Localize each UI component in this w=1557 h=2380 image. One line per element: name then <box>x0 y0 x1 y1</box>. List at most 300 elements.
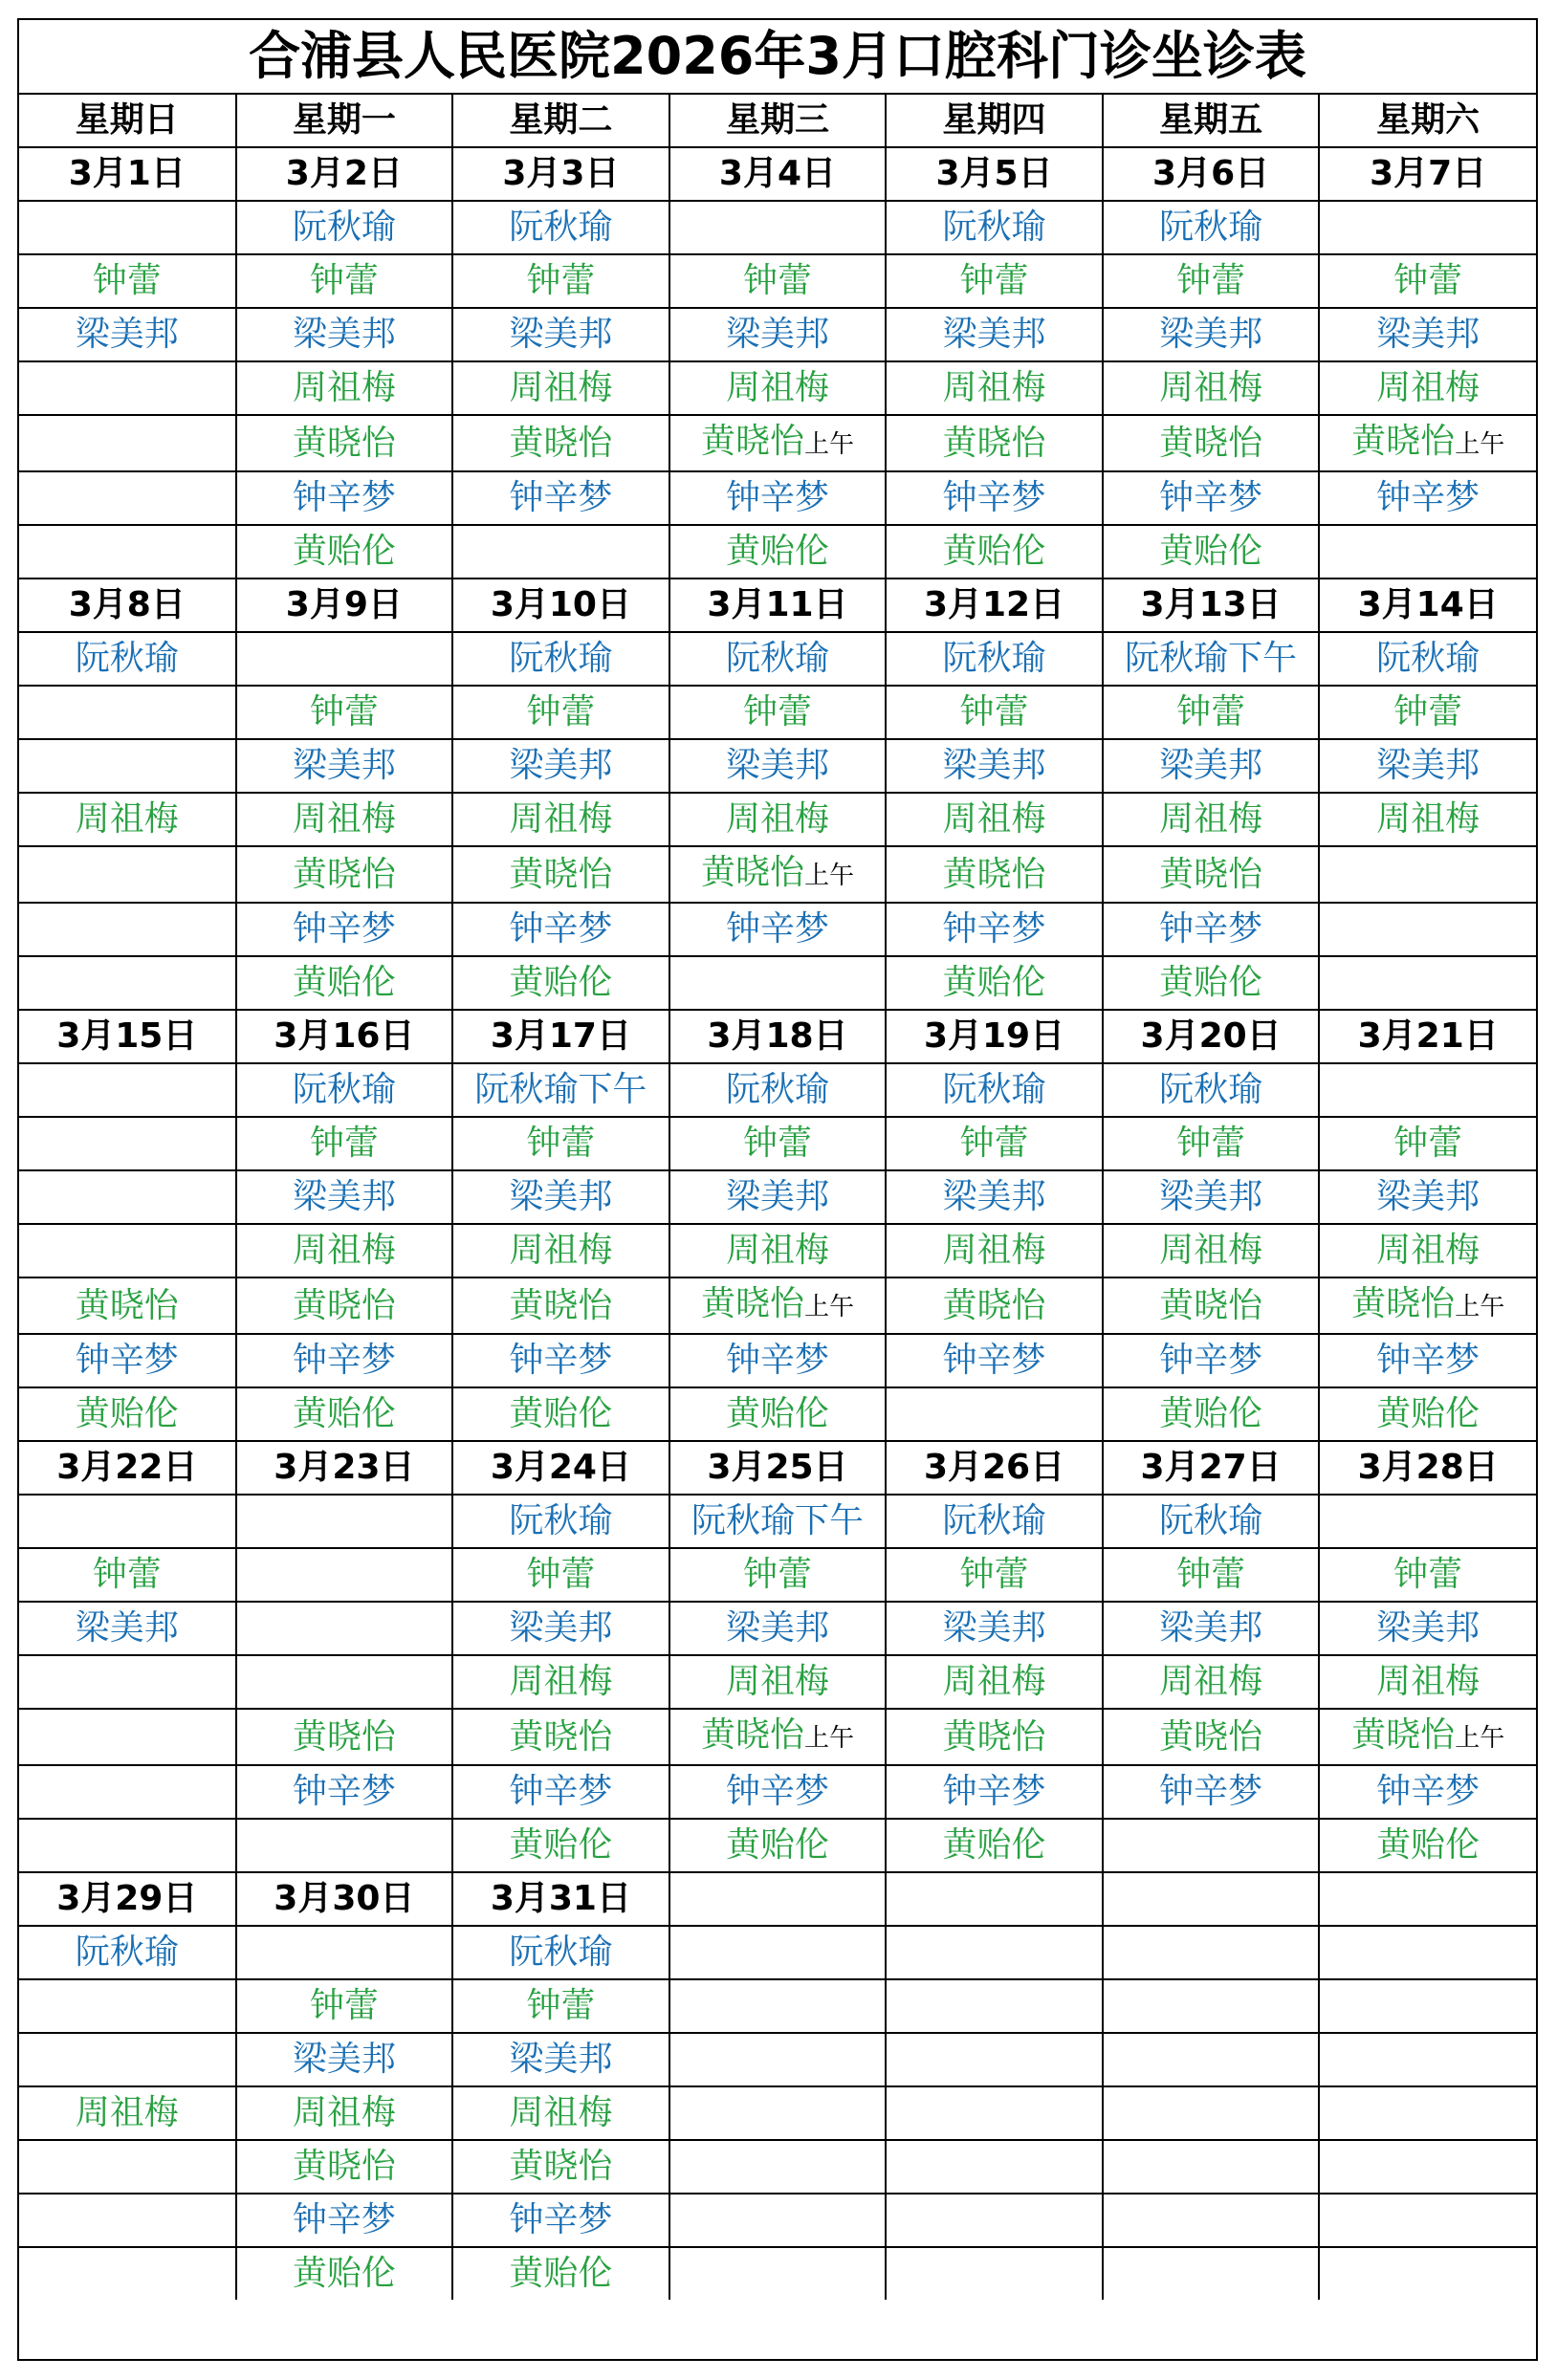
doctor-cell <box>669 415 887 471</box>
doctor-name: 钟蕾 <box>959 261 1029 300</box>
doctor-name: 周祖梅 <box>942 1662 1046 1701</box>
doctor-name: 黄贻伦 <box>1159 532 1263 571</box>
doctor-row <box>19 1979 1536 2033</box>
doctor-cell <box>669 361 887 415</box>
doctor-cell <box>236 1765 453 1819</box>
doctor-cell <box>669 2086 887 2140</box>
doctor-name: 黄贻伦 <box>942 1825 1046 1865</box>
doctor-cell <box>1103 1334 1320 1387</box>
doctor-name: 梁美邦 <box>292 2040 396 2079</box>
doctor-row <box>19 2033 1536 2086</box>
doctor-cell <box>236 1334 453 1387</box>
doctor-cell <box>452 254 669 308</box>
doctor-name: 周祖梅 <box>75 2093 179 2132</box>
date-cell: 3月30日 <box>236 1872 453 1926</box>
doctor-name: 黄晓怡 <box>292 1716 396 1757</box>
date-cell: 3月20日 <box>1103 1010 1320 1063</box>
doctor-name: 钟辛梦 <box>1159 1341 1263 1380</box>
doctor-row <box>19 2194 1536 2247</box>
doctor-name: 周祖梅 <box>1159 368 1263 407</box>
doctor-cell <box>452 1819 669 1872</box>
doctor-cell <box>1103 903 1320 956</box>
doctor-cell <box>1103 201 1320 254</box>
doctor-cell <box>452 2033 669 2086</box>
doctor-name: 阮秋瑜 <box>509 207 613 247</box>
doctor-row <box>19 739 1536 793</box>
schedule-sheet <box>17 18 1538 2361</box>
doctor-cell <box>236 686 453 739</box>
doctor-cell <box>452 1602 669 1655</box>
doctor-cell <box>886 1602 1103 1655</box>
doctor-cell <box>1103 361 1320 415</box>
doctor-name: 周祖梅 <box>1376 799 1480 839</box>
doctor-cell <box>669 739 887 793</box>
doctor-cell <box>1103 1170 1320 1224</box>
doctor-row <box>19 201 1536 254</box>
session-note: 上午 <box>1455 430 1505 459</box>
doctor-row <box>19 956 1536 1010</box>
doctor-cell <box>452 1170 669 1224</box>
date-row <box>19 1872 1536 1926</box>
doctor-cell <box>669 846 887 903</box>
doctor-name: 周祖梅 <box>509 1662 613 1701</box>
doctor-row <box>19 471 1536 525</box>
doctor-name: 周祖梅 <box>509 1231 613 1270</box>
doctor-cell <box>1319 1277 1536 1334</box>
date-cell: 3月21日 <box>1319 1010 1536 1063</box>
doctor-name: 阮秋瑜 <box>509 1501 613 1540</box>
doctor-row <box>19 793 1536 846</box>
doctor-cell <box>236 956 453 1010</box>
doctor-row <box>19 415 1536 471</box>
doctor-cell <box>236 1495 453 1548</box>
session-note: 上午 <box>803 1293 854 1321</box>
doctor-cell <box>1319 1979 1536 2033</box>
doctor-cell <box>669 2194 887 2247</box>
doctor-name: 钟辛梦 <box>509 2200 613 2239</box>
doctor-cell <box>236 1170 453 1224</box>
doctor-cell <box>1319 471 1536 525</box>
doctor-name: 钟蕾 <box>92 1555 162 1594</box>
doctor-cell <box>886 201 1103 254</box>
doctor-name: 黄贻伦 <box>509 2254 613 2293</box>
doctor-name: 黄晓怡 <box>942 423 1046 463</box>
doctor-cell <box>19 2086 236 2140</box>
doctor-cell <box>452 471 669 525</box>
doctor-cell <box>886 2194 1103 2247</box>
doctor-cell <box>1319 2247 1536 2300</box>
doctor-name: 梁美邦 <box>725 315 829 354</box>
doctor-cell <box>452 739 669 793</box>
doctor-name: 钟蕾 <box>959 1555 1029 1594</box>
doctor-cell <box>886 2247 1103 2300</box>
doctor-cell <box>1103 1819 1320 1872</box>
date-cell: 3月8日 <box>19 579 236 632</box>
doctor-name: 阮秋瑜 <box>75 639 179 678</box>
doctor-cell <box>1103 525 1320 579</box>
doctor-cell <box>19 525 236 579</box>
doctor-cell <box>669 2140 887 2194</box>
doctor-name: 阮秋瑜 <box>942 639 1046 678</box>
doctor-name: 黄晓怡 <box>942 1285 1046 1325</box>
doctor-cell <box>1319 903 1536 956</box>
doctor-cell <box>669 632 887 686</box>
date-cell: 3月3日 <box>452 147 669 201</box>
doctor-cell <box>669 1655 887 1709</box>
doctor-name: 黄晓怡 <box>1351 422 1456 461</box>
doctor-name: 黄贻伦 <box>509 1825 613 1865</box>
doctor-cell <box>886 1819 1103 1872</box>
date-cell: 3月26日 <box>886 1441 1103 1495</box>
doctor-name: 梁美邦 <box>725 1177 829 1216</box>
session-note: 上午 <box>803 430 854 459</box>
doctor-name: 梁美邦 <box>1376 1608 1480 1648</box>
doctor-cell <box>19 1655 236 1709</box>
doctor-cell <box>669 201 887 254</box>
doctor-cell <box>19 361 236 415</box>
doctor-cell <box>19 1334 236 1387</box>
doctor-name: 钟辛梦 <box>942 478 1046 517</box>
doctor-name: 黄贻伦 <box>292 2254 396 2293</box>
doctor-name: 黄晓怡 <box>1159 854 1263 894</box>
doctor-row <box>19 1548 1536 1602</box>
doctor-name: 周祖梅 <box>75 799 179 839</box>
date-cell: 3月17日 <box>452 1010 669 1063</box>
doctor-name: 黄贻伦 <box>509 1394 613 1433</box>
doctor-cell <box>886 739 1103 793</box>
doctor-cell <box>1319 1387 1536 1441</box>
doctor-name: 梁美邦 <box>1159 315 1263 354</box>
doctor-name: 钟蕾 <box>1393 261 1463 300</box>
doctor-cell <box>19 1709 236 1765</box>
date-row <box>19 579 1536 632</box>
doctor-cell <box>236 2247 453 2300</box>
doctor-cell <box>236 201 453 254</box>
doctor-name: 黄贻伦 <box>292 1394 396 1433</box>
doctor-row <box>19 2247 1536 2300</box>
doctor-cell <box>886 471 1103 525</box>
doctor-cell <box>236 903 453 956</box>
doctor-cell <box>19 956 236 1010</box>
doctor-cell <box>236 471 453 525</box>
doctor-cell <box>452 1387 669 1441</box>
doctor-cell <box>452 846 669 903</box>
date-cell: 3月10日 <box>452 579 669 632</box>
doctor-cell <box>236 632 453 686</box>
doctor-name: 梁美邦 <box>292 315 396 354</box>
date-cell: 3月16日 <box>236 1010 453 1063</box>
doctor-cell <box>669 1170 887 1224</box>
doctor-cell <box>1319 2086 1536 2140</box>
doctor-cell <box>1319 2194 1536 2247</box>
doctor-name: 钟蕾 <box>309 1124 379 1163</box>
doctor-name: 钟辛梦 <box>292 1341 396 1380</box>
doctor-name: 黄晓怡 <box>1159 423 1263 463</box>
doctor-cell <box>19 1117 236 1170</box>
doctor-name: 黄晓怡 <box>942 1716 1046 1757</box>
date-cell: 3月14日 <box>1319 579 1536 632</box>
doctor-name: 梁美邦 <box>509 315 613 354</box>
doctor-cell <box>236 1655 453 1709</box>
doctor-cell <box>1103 846 1320 903</box>
doctor-name: 梁美邦 <box>942 746 1046 785</box>
doctor-name: 阮秋瑜 <box>1159 207 1263 247</box>
doctor-row <box>19 361 1536 415</box>
doctor-cell <box>1319 1224 1536 1277</box>
doctor-name: 周祖梅 <box>292 1231 396 1270</box>
doctor-name: 黄晓怡 <box>1159 1285 1263 1325</box>
doctor-row <box>19 1117 1536 1170</box>
doctor-cell <box>452 2086 669 2140</box>
doctor-cell <box>886 361 1103 415</box>
doctor-cell <box>1103 1224 1320 1277</box>
doctor-cell <box>19 1548 236 1602</box>
doctor-name: 钟蕾 <box>959 692 1029 731</box>
doctor-name: 钟蕾 <box>309 692 379 731</box>
doctor-cell <box>1103 471 1320 525</box>
doctor-name: 阮秋瑜下午 <box>474 1070 647 1109</box>
doctor-name: 梁美邦 <box>1376 746 1480 785</box>
doctor-name: 梁美邦 <box>942 315 1046 354</box>
doctor-cell <box>886 903 1103 956</box>
date-cell: 3月13日 <box>1103 579 1320 632</box>
doctor-name: 钟辛梦 <box>942 909 1046 949</box>
date-cell: 3月18日 <box>669 1010 887 1063</box>
doctor-name: 梁美邦 <box>75 315 179 354</box>
doctor-row <box>19 632 1536 686</box>
doctor-cell <box>886 846 1103 903</box>
doctor-cell <box>669 1819 887 1872</box>
doctor-cell <box>452 686 669 739</box>
doctor-row <box>19 2140 1536 2194</box>
doctor-name: 梁美邦 <box>942 1608 1046 1648</box>
doctor-name: 阮秋瑜 <box>75 1932 179 1972</box>
doctor-name: 阮秋瑜 <box>942 1501 1046 1540</box>
doctor-cell <box>1319 201 1536 254</box>
doctor-name: 阮秋瑜 <box>292 207 396 247</box>
doctor-row <box>19 1063 1536 1117</box>
doctor-name: 周祖梅 <box>1376 1662 1480 1701</box>
doctor-cell <box>236 1709 453 1765</box>
date-cell: 3月19日 <box>886 1010 1103 1063</box>
doctor-name: 梁美邦 <box>725 1608 829 1648</box>
doctor-cell <box>236 525 453 579</box>
doctor-name: 梁美邦 <box>1159 746 1263 785</box>
doctor-name: 黄贻伦 <box>942 532 1046 571</box>
doctor-cell <box>1319 846 1536 903</box>
doctor-cell <box>236 793 453 846</box>
doctor-cell <box>19 739 236 793</box>
doctor-cell <box>19 2140 236 2194</box>
doctor-cell <box>19 1063 236 1117</box>
session-note: 上午 <box>1455 1724 1505 1753</box>
doctor-cell <box>1319 1117 1536 1170</box>
doctor-name: 阮秋瑜 <box>1159 1501 1263 1540</box>
doctor-cell <box>236 308 453 361</box>
doctor-row <box>19 1170 1536 1224</box>
doctor-cell <box>1103 1387 1320 1441</box>
date-cell: 3月11日 <box>669 579 887 632</box>
doctor-cell <box>19 1979 236 2033</box>
doctor-name: 钟蕾 <box>1393 1555 1463 1594</box>
doctor-name: 黄晓怡 <box>509 1716 613 1757</box>
doctor-cell <box>669 1602 887 1655</box>
date-cell: 3月1日 <box>19 147 236 201</box>
doctor-name: 钟辛梦 <box>292 1772 396 1811</box>
doctor-cell <box>886 2033 1103 2086</box>
doctor-name: 周祖梅 <box>942 1231 1046 1270</box>
date-cell: 3月4日 <box>669 147 887 201</box>
date-row <box>19 1010 1536 1063</box>
doctor-name: 周祖梅 <box>725 368 829 407</box>
doctor-name: 钟辛梦 <box>1376 1772 1480 1811</box>
doctor-cell <box>236 415 453 471</box>
doctor-cell <box>1319 632 1536 686</box>
doctor-cell <box>19 1170 236 1224</box>
doctor-cell <box>452 1224 669 1277</box>
date-cell <box>1103 1872 1320 1926</box>
doctor-name: 钟蕾 <box>526 1555 596 1594</box>
doctor-cell <box>236 1602 453 1655</box>
doctor-name: 黄贻伦 <box>1376 1825 1480 1865</box>
doctor-cell <box>452 632 669 686</box>
date-cell: 3月23日 <box>236 1441 453 1495</box>
doctor-cell <box>1319 525 1536 579</box>
doctor-name: 周祖梅 <box>1159 1231 1263 1270</box>
doctor-cell <box>886 1495 1103 1548</box>
doctor-name: 钟蕾 <box>1176 1555 1246 1594</box>
doctor-cell <box>886 1548 1103 1602</box>
date-cell: 3月25日 <box>669 1441 887 1495</box>
doctor-cell <box>669 903 887 956</box>
doctor-name: 黄贻伦 <box>509 963 613 1002</box>
doctor-cell <box>19 686 236 739</box>
doctor-cell <box>236 1117 453 1170</box>
doctor-cell <box>1103 1277 1320 1334</box>
date-cell: 3月2日 <box>236 147 453 201</box>
doctor-cell <box>452 361 669 415</box>
doctor-cell <box>669 525 887 579</box>
doctor-name: 周祖梅 <box>509 2093 613 2132</box>
doctor-name: 周祖梅 <box>292 368 396 407</box>
doctor-row <box>19 1334 1536 1387</box>
doctor-cell <box>1319 361 1536 415</box>
doctor-cell <box>886 1334 1103 1387</box>
doctor-cell <box>452 415 669 471</box>
doctor-cell <box>452 1063 669 1117</box>
doctor-name: 梁美邦 <box>1376 315 1480 354</box>
doctor-cell <box>669 1548 887 1602</box>
doctor-cell <box>886 2086 1103 2140</box>
doctor-cell <box>19 793 236 846</box>
doctor-name: 钟蕾 <box>1176 1124 1246 1163</box>
schedule-table <box>19 95 1536 2300</box>
doctor-cell <box>886 1709 1103 1765</box>
doctor-cell <box>1103 1548 1320 1602</box>
doctor-name: 梁美邦 <box>509 746 613 785</box>
doctor-name: 阮秋瑜下午 <box>691 1501 864 1540</box>
weekday-header: 星期五 <box>1103 95 1320 147</box>
doctor-name: 黄晓怡 <box>700 1715 804 1755</box>
doctor-name: 周祖梅 <box>725 799 829 839</box>
doctor-name: 钟辛梦 <box>725 909 829 949</box>
doctor-name: 黄晓怡 <box>292 2147 396 2186</box>
doctor-name: 黄贻伦 <box>292 963 396 1002</box>
doctor-name: 钟蕾 <box>526 1124 596 1163</box>
doctor-row <box>19 1495 1536 1548</box>
schedule-body <box>19 95 1536 2300</box>
doctor-cell <box>452 1334 669 1387</box>
doctor-cell <box>1319 1602 1536 1655</box>
session-note: 上午 <box>803 862 854 890</box>
doctor-cell <box>1319 308 1536 361</box>
doctor-cell <box>886 1655 1103 1709</box>
doctor-cell <box>1319 1495 1536 1548</box>
doctor-row <box>19 2086 1536 2140</box>
doctor-name: 黄晓怡 <box>700 1284 804 1323</box>
doctor-name: 钟蕾 <box>92 261 162 300</box>
doctor-name: 黄晓怡 <box>1351 1284 1456 1323</box>
doctor-name: 钟辛梦 <box>509 1341 613 1380</box>
doctor-cell <box>452 903 669 956</box>
doctor-cell <box>236 846 453 903</box>
doctor-name: 黄贻伦 <box>1376 1394 1480 1433</box>
doctor-cell <box>1319 2033 1536 2086</box>
doctor-cell <box>236 1224 453 1277</box>
date-cell <box>1319 1872 1536 1926</box>
doctor-name: 周祖梅 <box>725 1231 829 1270</box>
doctor-name: 阮秋瑜 <box>942 207 1046 247</box>
date-cell: 3月22日 <box>19 1441 236 1495</box>
doctor-cell <box>1103 2247 1320 2300</box>
doctor-cell <box>452 1926 669 1979</box>
doctor-cell <box>669 1926 887 1979</box>
doctor-cell <box>886 1277 1103 1334</box>
doctor-name: 钟辛梦 <box>509 1772 613 1811</box>
doctor-cell <box>236 2140 453 2194</box>
doctor-cell <box>1319 956 1536 1010</box>
doctor-cell <box>669 1334 887 1387</box>
doctor-name: 钟辛梦 <box>292 909 396 949</box>
doctor-name: 钟辛梦 <box>509 478 613 517</box>
doctor-cell <box>1103 1117 1320 1170</box>
doctor-name: 阮秋瑜 <box>725 639 829 678</box>
doctor-name: 周祖梅 <box>1376 1231 1480 1270</box>
doctor-cell <box>1103 1765 1320 1819</box>
doctor-name: 黄晓怡 <box>700 422 804 461</box>
doctor-cell <box>669 793 887 846</box>
weekday-header: 星期三 <box>669 95 887 147</box>
doctor-name: 钟蕾 <box>526 1986 596 2025</box>
doctor-name: 梁美邦 <box>509 1177 613 1216</box>
doctor-cell <box>886 632 1103 686</box>
doctor-name: 梁美邦 <box>509 2040 613 2079</box>
doctor-name: 黄晓怡 <box>1351 1715 1456 1755</box>
doctor-name: 梁美邦 <box>942 1177 1046 1216</box>
doctor-cell <box>1103 632 1320 686</box>
weekday-header: 星期日 <box>19 95 236 147</box>
doctor-cell <box>236 1063 453 1117</box>
date-cell: 3月31日 <box>452 1872 669 1926</box>
weekday-header: 星期四 <box>886 95 1103 147</box>
doctor-cell <box>452 1979 669 2033</box>
doctor-name: 阮秋瑜 <box>725 1070 829 1109</box>
date-cell: 3月9日 <box>236 579 453 632</box>
doctor-name: 钟蕾 <box>959 1124 1029 1163</box>
weekday-header: 星期六 <box>1319 95 1536 147</box>
doctor-cell <box>886 308 1103 361</box>
doctor-cell <box>452 308 669 361</box>
